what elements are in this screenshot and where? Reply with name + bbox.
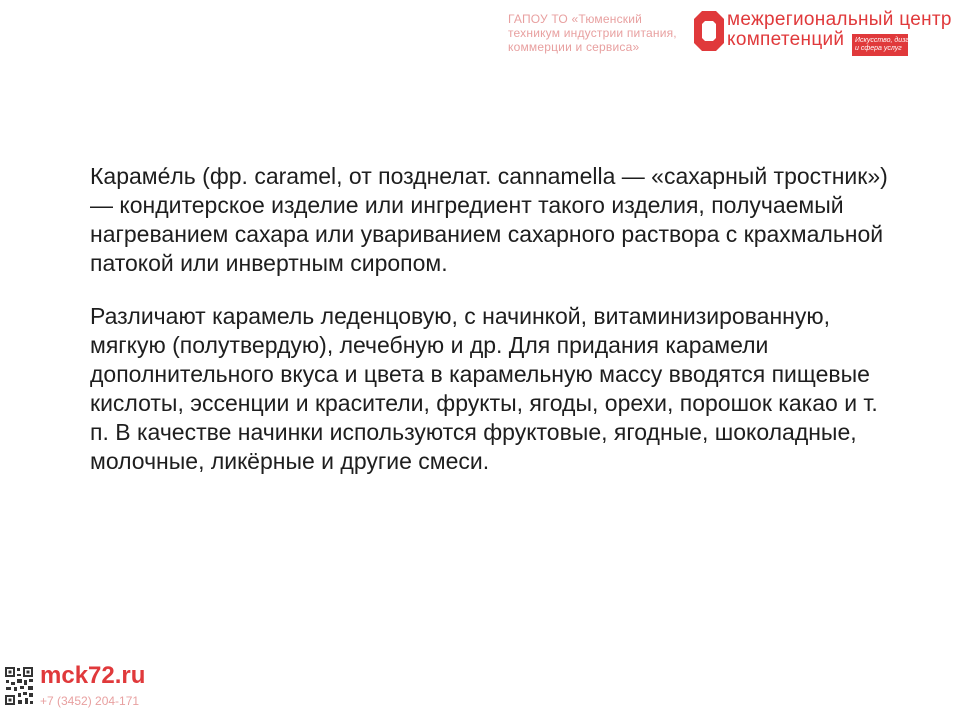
center-title-line-2: компетенций (727, 29, 845, 50)
center-title (727, 10, 960, 50)
org-name (508, 12, 696, 54)
paragraph-definition: Караме́ль (фр. caramel, от позднелат. cannamella — «сахарный тростник») — кондитерское изделие или ингредиент такого изделия, получаемый нагреванием сахара или увариванием сахарного раствора с крахмальной патокой или инвертным сиропом. (90, 163, 888, 276)
footer-site-link[interactable]: mck72.ru (40, 662, 146, 689)
center-badge (852, 34, 918, 56)
org-name-line-3: коммерции и сервиса» (508, 40, 640, 54)
center-badge-line-2: и сфера услуг (855, 45, 902, 52)
slide-content (90, 162, 890, 500)
org-name-line-1: ГАПОУ ТО «Тюменский (508, 12, 643, 26)
octagon-logo-icon (693, 10, 725, 52)
center-badge-line-1: Искусство, дизайн (855, 37, 918, 44)
org-name-line-2: техникум индустрии питания, (508, 26, 677, 40)
qr-code-icon (4, 666, 34, 706)
center-title-line-1: межрегиональный центр (727, 9, 952, 30)
paragraph-types: Различают карамель леденцовую, с начинкой, витаминизированную, мягкую (полутвердую), лечебную и др. Для придания карамели дополнительного вкуса и цвета в карамельную массу вводятся пищевые кислоты, эссенции и красители, фрукты, ягоды, орехи, порошок какао и т. п. В качестве начинки используются фруктовые, ягодные, шоколадные, молочные, ликёрные и другие смеси. (90, 303, 878, 474)
footer-phone: +7 (3452) 204-171 (40, 694, 140, 708)
